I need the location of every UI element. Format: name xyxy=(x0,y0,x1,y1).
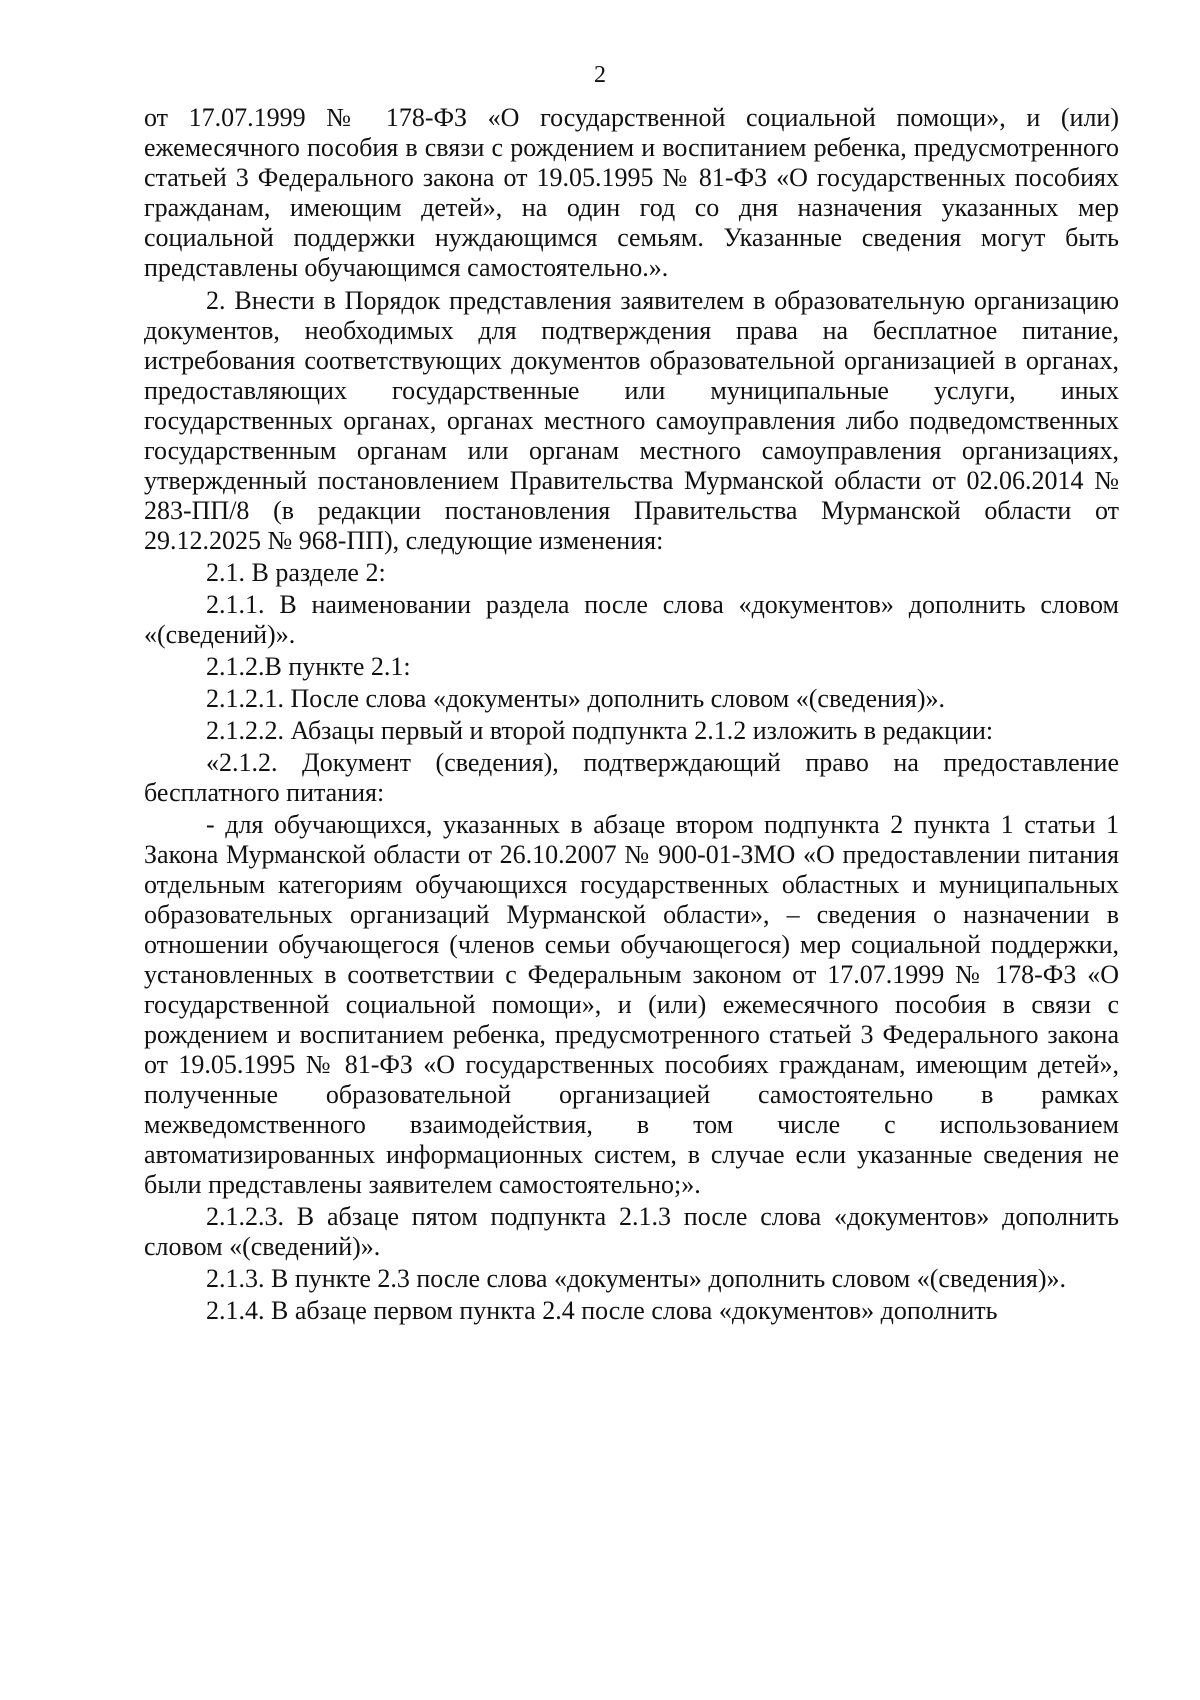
paragraph-item-2: 2. Внести в Порядок представления заявителем в образовательную организацию документов, необходимых для подтверждения права на бесплатное питание, истребования соответствующих документов образовательной организацией в органах, предоставляющих государственные или муниципальные услуги, иных государственных органах, органах местного самоуправления либо подведомственных государственным органам или органам местного самоуправления организациях, утвержденный постановлением Правительства Мурманской области от 02.06.2014 № 283-ПП/8 (в редакции постановления Правительства Мурманской области от 29.12.2025 № 968-ПП), следующие изменения: xyxy=(144,286,1119,555)
document-body xyxy=(144,103,1119,1326)
paragraph-2-1-2-2: 2.1.2.2. Абзацы первый и второй подпункта 2.1.2 изложить в редакции: xyxy=(206,716,994,745)
paragraph-2-1-1: 2.1.1. В наименовании раздела после слова «документов» дополнить словом «(сведений)». xyxy=(144,590,1119,649)
paragraph-2-1-2-3: 2.1.2.3. В абзаце пятом подпункта 2.1.3 после слова «документов» дополнить словом «(сведений)». xyxy=(144,1202,1119,1261)
paragraph-2-1-3: 2.1.3. В пункте 2.3 после слова «документы» дополнить словом «(сведения)». xyxy=(206,1264,1066,1293)
paragraph-2-1-2-1: 2.1.2.1. После слова «документы» дополнить словом «(сведения)». xyxy=(206,684,945,713)
page-number: 2 xyxy=(594,62,606,88)
paragraph-2-1: 2.1. В разделе 2: xyxy=(206,558,386,587)
paragraph-2-1-2: 2.1.2.В пункте 2.1: xyxy=(206,652,411,681)
paragraph-continuation: от 17.07.1999 № 178-ФЗ «О государственной социальной помощи», и (или) ежемесячного пособия в связи с рождением и воспитанием ребенка, предусмотренного статьей 3 Федерального закона от 19.05.1995 № 81-ФЗ «О государственных пособиях гражданам, имеющим детей», на один год со дня назначения указанных мер социальной поддержки нуждающимся семьям. Указанные сведения могут быть представлены обучающимся самостоятельно.». xyxy=(144,103,1119,282)
list-item-dash: - для обучающихся, указанных в абзаце втором подпункта 2 пункта 1 статьи 1 Закона Мурманской области от 26.10.2007 № 900-01-ЗМО «О предоставлении питания отдельным категориям обучающихся государственных областных и муниципальных образовательных организаций Мурманской области», – сведения о назначении в отношении обучающегося (членов семьи обучающегося) мер социальной поддержки, установленных в соответствии с Федеральным законом от 17.07.1999 № 178-ФЗ «О государственной социальной помощи», и (или) ежемесячного пособия в связи с рождением и воспитанием ребенка, предусмотренного статьей 3 Федерального закона от 19.05.1995 № 81-ФЗ «О государственных пособиях гражданам, имеющим детей», полученные образовательной организацией самостоятельно в рамках межведомственного взаимодействия, в том числе с использованием автоматизированных информационных систем, в случае если указанные сведения не были представлены заявителем самостоятельно;». xyxy=(144,810,1119,1199)
quoted-paragraph-2-1-2: «2.1.2. Документ (сведения), подтверждающий право на предоставление бесплатного питания: xyxy=(144,748,1119,807)
paragraph-2-1-4: 2.1.4. В абзаце первом пункта 2.4 после слова «документов» дополнить xyxy=(206,1296,998,1325)
